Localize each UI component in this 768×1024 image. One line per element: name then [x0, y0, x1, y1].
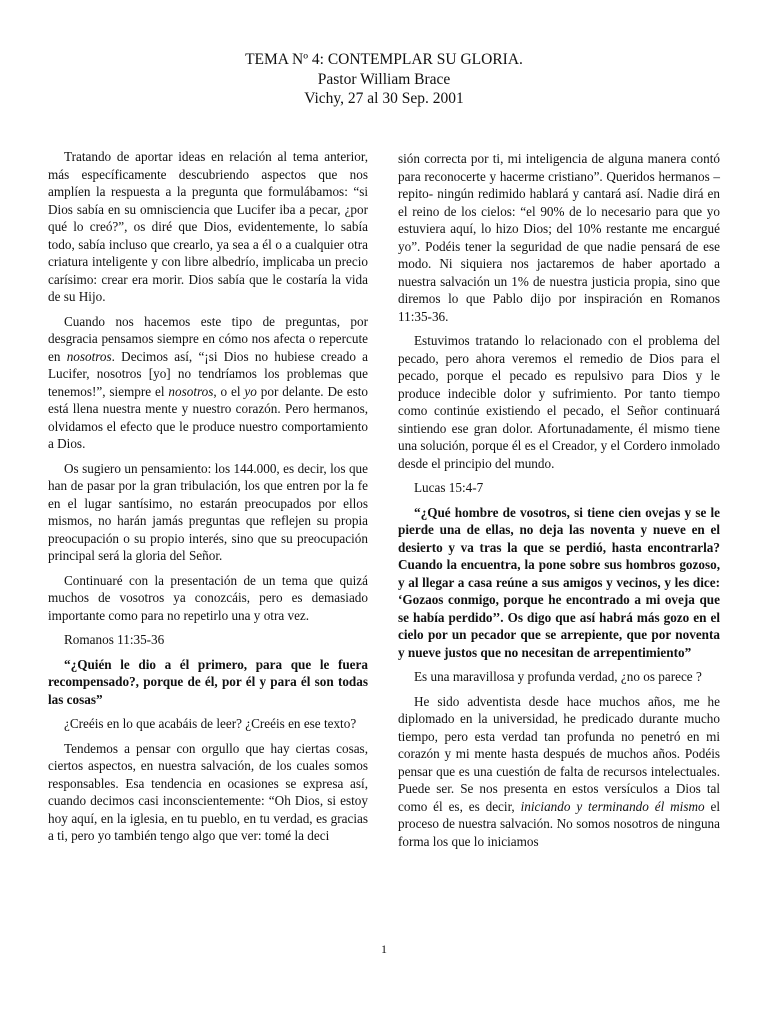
- page-title: TEMA Nº 4: CONTEMPLAR SU GLORIA.: [245, 51, 523, 68]
- text-run: por delante. De esto está llena nuestra mente y nuestro corazón. Pero hermanos, olvidamos el efecto que le produce nuestro comportamiento a Dios.: [48, 383, 368, 451]
- emphasis: nosotros: [66, 348, 112, 364]
- left-column: [48, 148, 368, 852]
- paragraph: Estuvimos tratando lo relacionado con el problema del pecado, pero ahora veremos el remedio de Dios para el pecado, porque el pecado es repulsivo para Dios y le produce indecible dolor y sufrimiento. Por tanto tiempo como continúe existiendo el pecado, el Señor continuará sintiendo ese gran dolor. Afortunadamente, él mismo tiene una solución, porque él es el Creador, y el Cordero inmolado desde el principio del mundo.: [398, 333, 720, 471]
- scripture-reference: Lucas 15:4-7: [414, 480, 484, 495]
- paragraph: Es una maravillosa y profunda verdad, ¿no os parece ?: [414, 669, 702, 684]
- text-run: He sido adventista desde hace muchos años, me he diplomado en la universidad, he predicado durante mucho tiempo, pero esta verdad tan profunda no penetró en mi corazón y mi mente hasta después de muchos años. Podéis pensar que es una cuestión de falta de recursos intelectuales. Puede ser. Se nos presenta en estos versículos a Dios tal como él es, es decir,: [398, 693, 720, 814]
- text-run: Cuando nos hacemos este tipo de preguntas, por desgracia pensamos siempre en cómo nos afecta o repercute en: [48, 313, 368, 364]
- right-column: [398, 150, 720, 857]
- paragraph: ¿Creéis en lo que acabáis de leer? ¿Creéis en ese texto?: [64, 716, 357, 731]
- text-run: , o el: [213, 383, 245, 399]
- paragraph: Tendemos a pensar con orgullo que hay ciertas cosas, ciertos aspectos, en nuestra salvación, de los cuales somos responsables. Esa tendencia en ocasiones se expresa así, cuando decimos casi inconscientemente: “Oh Dios, si estoy hoy aquí, en la iglesia, en tu pueblo, en tu verdad, es gracias a ti, pero yo también tengo algo que ver: tomé la deci: [48, 740, 368, 843]
- emphasis: yo: [244, 383, 257, 399]
- place-date-line: Vichy, 27 al 30 Sep. 2001: [304, 90, 464, 107]
- emphasis: iniciando y terminando él mismo: [520, 798, 705, 814]
- paragraph: Os sugiero un pensamiento: los 144.000, es decir, los que han de pasar por la gran tribulación, los que entren por la fe en el lugar santísimo, no estarán preocupados por ellos mismos, no harán jamás preguntas que reflejen su propia preocupación o su propio interés, sino que su preocupación principal será la gloria del Señor.: [48, 460, 368, 563]
- scripture-quote: “¿Quién le dio a él primero, para que le fuera recompensado?, porque de él, por él y para él son todas las cosas”: [48, 656, 368, 707]
- paragraph: sión correcta por ti, mi inteligencia de alguna manera contó para reconocerte y hacerme cristiano”. Queridos hermanos –repito- ningún redimido hablará y cantará así. Nadie dirá en el reino de los cielos: “el 90% de lo necesario para que yo estuviera aquí, lo hizo Dios; del 10% restante me encargué yo”. Podéis tener la seguridad de que nadie pensará de ese modo. Ni siquiera nos jactaremos de haber aportado a nuestra salvación un 1% de nuestra justicia propia, sino que diremos lo que Pablo dijo por inspiración en Romanos 11:35-36.: [398, 151, 720, 324]
- text-run: . Decimos así, “¡si Dios no hubiese creado a Lucifer, nosotros [yo] no tendríamos los problemas que tenemos!”, siempre el: [48, 348, 368, 399]
- page-number: 1: [381, 942, 387, 956]
- paragraph: Continuaré con la presentación de un tema que quizá muchos de vosotros ya conozcáis, pero es demasiado importante como para no repetirlo una y otra vez.: [48, 572, 368, 623]
- paragraph: [398, 693, 720, 851]
- emphasis: nosotros: [168, 383, 214, 399]
- text-run: el proceso de nuestra salvación. No somos nosotros de ninguna forma los que lo iniciamos: [398, 798, 720, 849]
- scripture-reference: Romanos 11:35-36: [64, 632, 165, 647]
- author-line: Pastor William Brace: [317, 70, 451, 88]
- scripture-quote: “¿Qué hombre de vosotros, si tiene cien ovejas y se le pierde una de ellas, no deja las noventa y nueve en el desierto y va tras la que se perdió, hasta encontrarla? Cuando la encuentra, la pone sobre sus hombros gozoso, y al llegar a casa reúne a sus amigos y vecinos, y les dice: ‘Gozaos conmigo, porque he encontrado a mi oveja que se había perdido’’. Os digo que así habrá más gozo en el cielo por un pecador que se arrepiente, que por noventa y nueve justos que no necesitan de arrepentimiento”: [398, 504, 720, 660]
- paragraph: Tratando de aportar ideas en relación al tema anterior, más específicamente descubriendo aspectos que nos amplíen la respuesta a la pregunta que formulábamos: “si Dios sabía en su omnisciencia que Lucifer iba a pecar, ¿por qué lo creó?”, os diré que Dios, evidentemente, lo sabía todo, sabía incluso que crearlo, ya sea a él o a cualquier otra criatura inteligente y con libre albedrío, implicaba un precio carísimo: crear era morir. Dios sabía que le costaría la vida de su Hijo.: [48, 149, 368, 304]
- document-header: [0, 50, 768, 109]
- paragraph: [48, 313, 368, 453]
